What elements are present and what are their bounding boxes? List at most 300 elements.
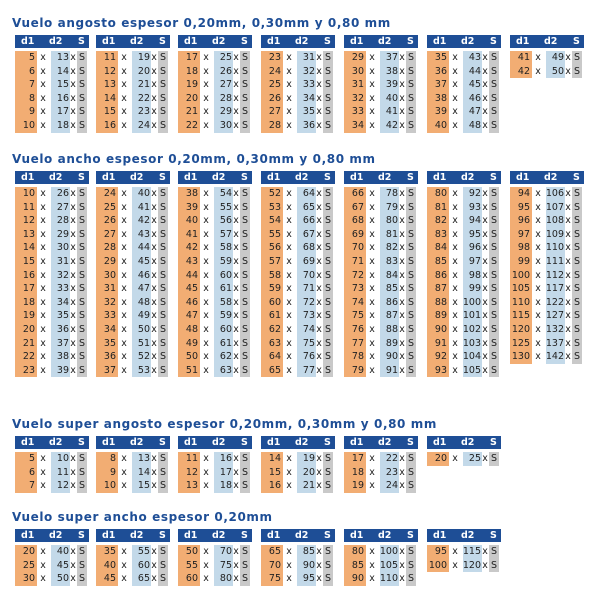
cell-d2: 58: [219, 242, 232, 254]
cell-d1: 83: [434, 228, 447, 240]
cell-d1: 89: [434, 310, 447, 322]
separator-x: x: [369, 269, 375, 281]
cell-d2: 60: [137, 559, 150, 571]
cell-d2: 69: [302, 255, 315, 267]
separator-x: x: [369, 228, 375, 240]
separator-x: x: [70, 573, 76, 585]
separator-x: x: [399, 559, 405, 571]
separator-x: x: [316, 242, 322, 254]
cell-d1: 15: [22, 255, 35, 267]
table-row: [96, 572, 170, 586]
cell-s: S: [159, 92, 167, 104]
separator-x: x: [535, 228, 541, 240]
cell-d2: 27: [56, 201, 69, 213]
table-row: [96, 187, 170, 201]
table-row: [15, 92, 89, 106]
cell-d1: 10: [103, 480, 116, 492]
separator-x: x: [399, 228, 405, 240]
header-d1: d1: [184, 530, 198, 541]
separator-x: x: [121, 480, 127, 492]
table-header: [344, 436, 418, 449]
cell-d2: 82: [385, 242, 398, 254]
cell-s: S: [78, 188, 86, 199]
separator-x: x: [535, 242, 541, 254]
separator-x: x: [70, 106, 76, 118]
cell-d1: 8: [109, 453, 116, 464]
cell-d2: 73: [302, 310, 315, 322]
table-row: [427, 119, 501, 133]
cell-s: S: [490, 337, 498, 349]
table-row: [261, 466, 335, 480]
separator-x: x: [369, 546, 375, 557]
cell-d2: 13: [137, 453, 150, 464]
separator-x: x: [151, 52, 157, 63]
cell-d2: 29: [56, 228, 69, 240]
table-row: [178, 51, 252, 65]
cell-d2: 105: [462, 364, 481, 376]
table-row: [344, 479, 418, 493]
table-row: [178, 364, 252, 378]
cell-s: S: [490, 364, 498, 376]
table-row: [261, 364, 335, 378]
cell-d1: 125: [511, 337, 530, 349]
separator-x: x: [203, 283, 209, 295]
separator-x: x: [452, 65, 458, 77]
header-d1: d1: [102, 437, 116, 448]
separator-x: x: [203, 466, 209, 478]
separator-x: x: [233, 52, 239, 63]
header-d1: d1: [433, 172, 447, 183]
header-d2: d2: [49, 530, 63, 541]
separator-x: x: [70, 255, 76, 267]
cell-s: S: [407, 351, 415, 363]
cell-s: S: [573, 215, 581, 227]
cell-d1: 32: [351, 92, 364, 104]
table-header: [427, 436, 501, 449]
separator-x: x: [233, 255, 239, 267]
table-row: [427, 78, 501, 92]
cell-d1: 29: [351, 52, 364, 63]
cell-d1: 72: [351, 269, 364, 281]
cell-d2: 47: [137, 283, 150, 295]
table-row: [15, 364, 89, 378]
separator-x: x: [316, 228, 322, 240]
cell-s: S: [78, 228, 86, 240]
cell-d2: 109: [545, 228, 564, 240]
separator-x: x: [40, 228, 46, 240]
separator-x: x: [121, 559, 127, 571]
cell-d2: 39: [385, 79, 398, 91]
table-row: [261, 479, 335, 493]
cell-s: S: [573, 201, 581, 213]
cell-s: S: [324, 269, 332, 281]
cell-d2: 56: [219, 215, 232, 227]
cell-d2: 115: [462, 546, 481, 557]
cell-d1: 7: [28, 79, 35, 91]
cell-s: S: [241, 52, 249, 63]
cell-s: S: [159, 296, 167, 308]
table-row: [427, 282, 501, 296]
cell-d2: 120: [462, 559, 481, 571]
size-table: [178, 35, 252, 133]
cell-d2: 72: [302, 296, 315, 308]
separator-x: x: [233, 351, 239, 363]
cell-s: S: [78, 453, 86, 464]
separator-x: x: [482, 228, 488, 240]
cell-d2: 13: [56, 52, 69, 63]
separator-x: x: [203, 228, 209, 240]
separator-x: x: [286, 323, 292, 335]
cell-s: S: [407, 283, 415, 295]
table-row: [96, 228, 170, 242]
separator-x: x: [369, 255, 375, 267]
cell-s: S: [241, 296, 249, 308]
separator-x: x: [565, 65, 571, 77]
cell-s: S: [407, 480, 415, 492]
separator-x: x: [316, 79, 322, 91]
table-row: [15, 105, 89, 119]
table-body: [344, 452, 418, 493]
separator-x: x: [40, 52, 46, 63]
cell-d1: 130: [511, 351, 530, 363]
header-d1: d1: [21, 36, 35, 47]
separator-x: x: [399, 201, 405, 213]
cell-s: S: [324, 453, 332, 464]
cell-d1: 11: [22, 201, 35, 213]
separator-x: x: [121, 466, 127, 478]
cell-d2: 101: [462, 310, 481, 322]
table-row: [344, 214, 418, 228]
cell-d2: 10: [56, 453, 69, 464]
cell-d2: 45: [468, 79, 481, 91]
separator-x: x: [452, 52, 458, 63]
cell-s: S: [407, 310, 415, 322]
cell-s: S: [407, 453, 415, 464]
size-table: [96, 35, 170, 133]
table-row: [178, 241, 252, 255]
cell-d1: 20: [185, 92, 198, 104]
cell-d1: 42: [185, 242, 198, 254]
header-d1: d1: [350, 530, 364, 541]
cell-d2: 102: [462, 323, 481, 335]
cell-s: S: [78, 351, 86, 363]
cell-s: S: [573, 255, 581, 267]
cell-d1: 36: [434, 65, 447, 77]
separator-x: x: [452, 269, 458, 281]
header-s: S: [407, 172, 414, 183]
cell-s: S: [407, 119, 415, 131]
cell-d1: 22: [22, 351, 35, 363]
separator-x: x: [233, 283, 239, 295]
table-row: [344, 92, 418, 106]
table-row: [427, 364, 501, 378]
table-row: [15, 51, 89, 65]
separator-x: x: [369, 453, 375, 464]
separator-x: x: [151, 201, 157, 213]
cell-s: S: [407, 296, 415, 308]
table-body: [261, 452, 335, 493]
separator-x: x: [40, 296, 46, 308]
separator-x: x: [121, 364, 127, 376]
cell-s: S: [78, 480, 86, 492]
separator-x: x: [286, 351, 292, 363]
cell-d2: 50: [56, 573, 69, 585]
cell-s: S: [159, 242, 167, 254]
table-row: [96, 201, 170, 215]
separator-x: x: [399, 119, 405, 131]
table-row: [261, 65, 335, 79]
table-row: [261, 296, 335, 310]
separator-x: x: [203, 573, 209, 585]
cell-d2: 31: [56, 255, 69, 267]
cell-d1: 21: [185, 106, 198, 118]
separator-x: x: [535, 269, 541, 281]
separator-x: x: [233, 323, 239, 335]
separator-x: x: [286, 106, 292, 118]
cell-d2: 41: [137, 201, 150, 213]
header-s: S: [241, 530, 248, 541]
cell-d1: 21: [22, 337, 35, 349]
cell-d1: 10: [22, 119, 35, 131]
header-s: S: [490, 36, 497, 47]
separator-x: x: [565, 323, 571, 335]
cell-d1: 86: [434, 269, 447, 281]
cell-s: S: [159, 188, 167, 199]
cell-s: S: [241, 364, 249, 376]
separator-x: x: [151, 480, 157, 492]
cell-s: S: [324, 65, 332, 77]
separator-x: x: [399, 480, 405, 492]
header-d1: d1: [350, 437, 364, 448]
cell-d1: 62: [268, 323, 281, 335]
cell-d2: 93: [468, 201, 481, 213]
table-header: [15, 171, 89, 184]
table-row: [15, 201, 89, 215]
header-d1: d1: [267, 36, 281, 47]
cell-d2: 98: [468, 269, 481, 281]
cell-s: S: [159, 323, 167, 335]
separator-x: x: [233, 296, 239, 308]
separator-x: x: [286, 480, 292, 492]
cell-d2: 48: [468, 119, 481, 131]
header-s: S: [573, 36, 580, 47]
table-row: [96, 65, 170, 79]
separator-x: x: [286, 255, 292, 267]
table-row: [15, 296, 89, 310]
separator-x: x: [535, 52, 541, 63]
separator-x: x: [40, 466, 46, 478]
cell-d2: 14: [56, 65, 69, 77]
separator-x: x: [203, 242, 209, 254]
cell-s: S: [324, 201, 332, 213]
separator-x: x: [316, 215, 322, 227]
cell-d1: 55: [268, 228, 281, 240]
separator-x: x: [452, 546, 458, 557]
table-row: [261, 201, 335, 215]
table-header: [96, 171, 170, 184]
separator-x: x: [121, 188, 127, 199]
table-body: [510, 51, 584, 78]
cell-d2: 40: [385, 92, 398, 104]
table-row: [427, 452, 501, 466]
header-d1: d1: [433, 36, 447, 47]
cell-d2: 18: [56, 119, 69, 131]
cell-d2: 61: [219, 337, 232, 349]
table-row: [15, 479, 89, 493]
separator-x: x: [369, 92, 375, 104]
separator-x: x: [151, 255, 157, 267]
cell-s: S: [324, 546, 332, 557]
table-row: [344, 452, 418, 466]
separator-x: x: [121, 119, 127, 131]
separator-x: x: [452, 310, 458, 322]
separator-x: x: [482, 52, 488, 63]
separator-x: x: [399, 283, 405, 295]
cell-d2: 70: [219, 546, 232, 557]
cell-d2: 60: [219, 323, 232, 335]
size-table: [15, 35, 89, 133]
cell-s: S: [159, 480, 167, 492]
table-header: [15, 436, 89, 449]
cell-d1: 110: [511, 296, 530, 308]
cell-s: S: [241, 310, 249, 322]
cell-d2: 45: [56, 559, 69, 571]
cell-d2: 40: [137, 188, 150, 199]
cell-d1: 33: [103, 310, 116, 322]
cell-s: S: [241, 323, 249, 335]
separator-x: x: [286, 188, 292, 199]
cell-d1: 41: [185, 228, 198, 240]
separator-x: x: [121, 228, 127, 240]
cell-d1: 18: [351, 466, 364, 478]
separator-x: x: [369, 215, 375, 227]
separator-x: x: [70, 228, 76, 240]
cell-s: S: [78, 466, 86, 478]
cell-d2: 105: [379, 559, 398, 571]
cell-s: S: [324, 52, 332, 63]
cell-d1: 38: [434, 92, 447, 104]
cell-s: S: [241, 337, 249, 349]
table-row: [344, 282, 418, 296]
separator-x: x: [452, 337, 458, 349]
table-row: [344, 559, 418, 573]
cell-s: S: [490, 228, 498, 240]
cell-d1: 84: [434, 242, 447, 254]
cell-d1: 22: [185, 119, 198, 131]
cell-s: S: [490, 188, 498, 199]
separator-x: x: [121, 351, 127, 363]
cell-s: S: [573, 188, 581, 199]
cell-d2: 85: [385, 283, 398, 295]
separator-x: x: [233, 106, 239, 118]
separator-x: x: [535, 283, 541, 295]
cell-s: S: [573, 269, 581, 281]
table-row: [15, 65, 89, 79]
cell-s: S: [159, 310, 167, 322]
table-body: [510, 187, 584, 364]
separator-x: x: [535, 201, 541, 213]
header-d1: d1: [184, 36, 198, 47]
cell-s: S: [241, 119, 249, 131]
cell-d2: 17: [219, 466, 232, 478]
separator-x: x: [40, 573, 46, 585]
separator-x: x: [316, 351, 322, 363]
cell-d1: 76: [351, 323, 364, 335]
cell-s: S: [324, 323, 332, 335]
cell-d2: 24: [137, 119, 150, 131]
header-d2: d2: [378, 36, 392, 47]
separator-x: x: [535, 351, 541, 363]
table-row: [261, 105, 335, 119]
cell-d1: 45: [103, 573, 116, 585]
table-row: [15, 78, 89, 92]
separator-x: x: [482, 79, 488, 91]
header-d2: d2: [295, 530, 309, 541]
separator-x: x: [121, 296, 127, 308]
cell-d1: 20: [22, 323, 35, 335]
cell-s: S: [407, 52, 415, 63]
header-d2: d2: [544, 36, 558, 47]
cell-s: S: [78, 323, 86, 335]
separator-x: x: [369, 480, 375, 492]
cell-s: S: [159, 79, 167, 91]
cell-d1: 60: [185, 573, 198, 585]
size-table: [178, 171, 252, 377]
cell-d2: 30: [56, 242, 69, 254]
cell-d2: 97: [468, 255, 481, 267]
separator-x: x: [399, 52, 405, 63]
cell-s: S: [241, 546, 249, 557]
cell-d1: 39: [434, 106, 447, 118]
cell-d2: 65: [137, 573, 150, 585]
cell-s: S: [573, 228, 581, 240]
cell-d2: 87: [385, 310, 398, 322]
separator-x: x: [369, 242, 375, 254]
cell-d2: 19: [137, 52, 150, 63]
cell-s: S: [159, 351, 167, 363]
table-row: [15, 559, 89, 573]
table-row: [15, 323, 89, 337]
separator-x: x: [203, 201, 209, 213]
separator-x: x: [399, 65, 405, 77]
separator-x: x: [452, 242, 458, 254]
table-row: [261, 350, 335, 364]
cell-d1: 71: [351, 255, 364, 267]
separator-x: x: [121, 310, 127, 322]
cell-d1: 85: [351, 559, 364, 571]
cell-d2: 37: [56, 337, 69, 349]
cell-s: S: [490, 269, 498, 281]
header-d1: d1: [102, 530, 116, 541]
header-d2: d2: [130, 36, 144, 47]
header-d1: d1: [102, 172, 116, 183]
separator-x: x: [40, 453, 46, 464]
header-d2: d2: [212, 172, 226, 183]
cell-d2: 43: [137, 228, 150, 240]
table-header: [96, 35, 170, 48]
cell-s: S: [407, 201, 415, 213]
separator-x: x: [233, 215, 239, 227]
cell-d2: 33: [302, 79, 315, 91]
cell-s: S: [407, 364, 415, 376]
table-body: [96, 452, 170, 493]
cell-d2: 108: [545, 215, 564, 227]
table-row: [261, 572, 335, 586]
cell-d1: 17: [185, 52, 198, 63]
cell-d1: 20: [22, 546, 35, 557]
separator-x: x: [121, 242, 127, 254]
size-table: [96, 436, 170, 493]
